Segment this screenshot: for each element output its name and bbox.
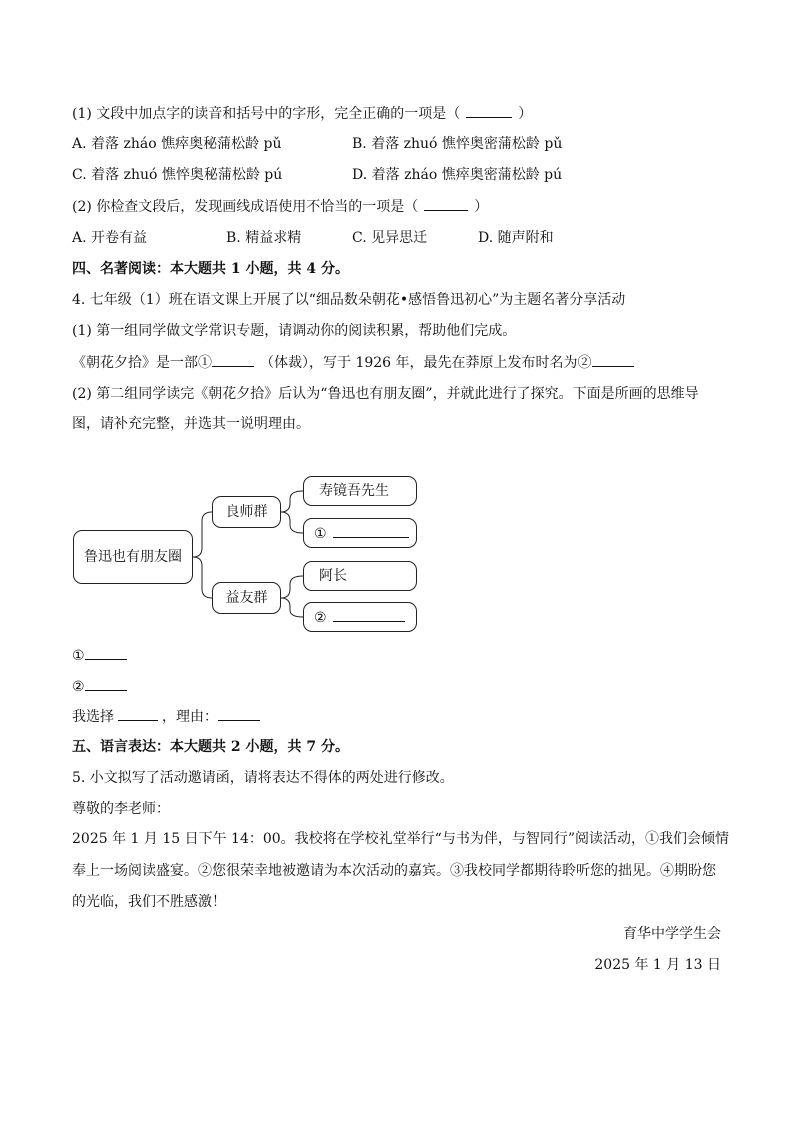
mindmap-leaf-blank-2: ② [303, 602, 417, 632]
letter-salutation: 尊敬的李老师： [72, 801, 170, 817]
q3-sub2-option-c: C. 见异思迁 [352, 230, 428, 246]
q5-stem: 5. 小文拟写了活动邀请函，请将表达不得体的两处进行修改。 [72, 770, 454, 786]
q3-sub1: (1) 文段中加点字的读音和括号中的字形，完全正确的一项是（ ） [72, 103, 532, 124]
q3-sub2-option-a: A. 开卷有益 [72, 230, 148, 246]
q4-sub2-line1: (2) 第二组同学读完《朝花夕拾》后认为“鲁迅也有朋友圈”，并就此进行了探究。下面是所画的思维导 [72, 386, 699, 402]
q4-fill-line: 《朝花夕拾》是一部① （体裁），写于 1926 年，最先在莽原上发布时名为② [72, 352, 634, 373]
answer-blank[interactable] [333, 607, 405, 622]
q4-stem: 4. 七年级（1）班在语文课上开展了以“细品数朵朝花•感悟鲁迅初心”为主题名著分享活动 [72, 292, 626, 308]
q3-option-a: A. 着落 zháo 憔瘁奥秘蒲松龄 pǔ [72, 136, 282, 152]
section-4-heading: 四、名著阅读：本大题共 1 小题，共 4 分。 [72, 261, 349, 277]
section-5-heading: 五、语言表达：本大题共 2 小题，共 7 分。 [72, 739, 349, 755]
q3-option-b: B. 着落 zhuó 憔悴奥密蒲松龄 pǔ [352, 136, 563, 152]
q3-sub2-option-b: B. 精益求精 [226, 230, 302, 246]
letter-body-line3: 的光临，我们不胜感激！ [72, 894, 226, 910]
mindmap-group-teachers: 良师群 [212, 496, 281, 528]
answer-blank[interactable] [218, 706, 260, 721]
q3-option-c: C. 着落 zhuó 憔悴奥秘蒲松龄 pú [72, 167, 283, 183]
letter-body-line2: 奉上一场阅读盛宴。②您很荣幸地被邀请为本次活动的嘉宾。③我校同学都期待聆听您的拙见。④期盼您 [72, 863, 716, 879]
mindmap-leaf-shou-jingwu: 寿镜吾先生 [303, 476, 417, 506]
mindmap-group-friends: 益友群 [212, 582, 281, 614]
answer-blank[interactable] [118, 706, 158, 721]
mindmap-leaf-a-chang: 阿长 [303, 561, 417, 591]
letter-body-line1: 2025 年 1 月 15 日下午 14：00。我校将在学校礼堂举行“与书为伴，与智同行”阅读活动，①我们会倾情 [72, 831, 729, 847]
answer-blank[interactable] [85, 645, 127, 660]
answer-line-2: ② [72, 676, 127, 697]
mindmap-root: 鲁迅也有朋友圈 [73, 530, 193, 584]
choose-line: 我选择 ，理由： [72, 706, 260, 727]
mindmap-leaf-blank-1: ① [303, 518, 417, 548]
answer-blank[interactable] [333, 523, 409, 538]
q4-sub1: (1) 第一组同学做文学常识专题，请调动你的阅读积累，帮助他们完成。 [72, 323, 517, 339]
letter-date: 2025 年 1 月 13 日 [594, 957, 721, 973]
q3-sub2: (2) 你检查文段后，发现画线成语使用不恰当的一项是（ ） [72, 196, 488, 217]
letter-signature: 育华中学学生会 [623, 926, 721, 942]
q3-sub2-option-d: D. 随声附和 [478, 230, 554, 246]
answer-blank[interactable] [85, 676, 127, 691]
q4-sub2-line2: 图，请补充完整，并选其一说明理由。 [72, 416, 310, 432]
q3-option-d: D. 着落 zháo 憔瘁奥密蒲松龄 pú [352, 167, 563, 183]
answer-line-1: ① [72, 645, 127, 666]
